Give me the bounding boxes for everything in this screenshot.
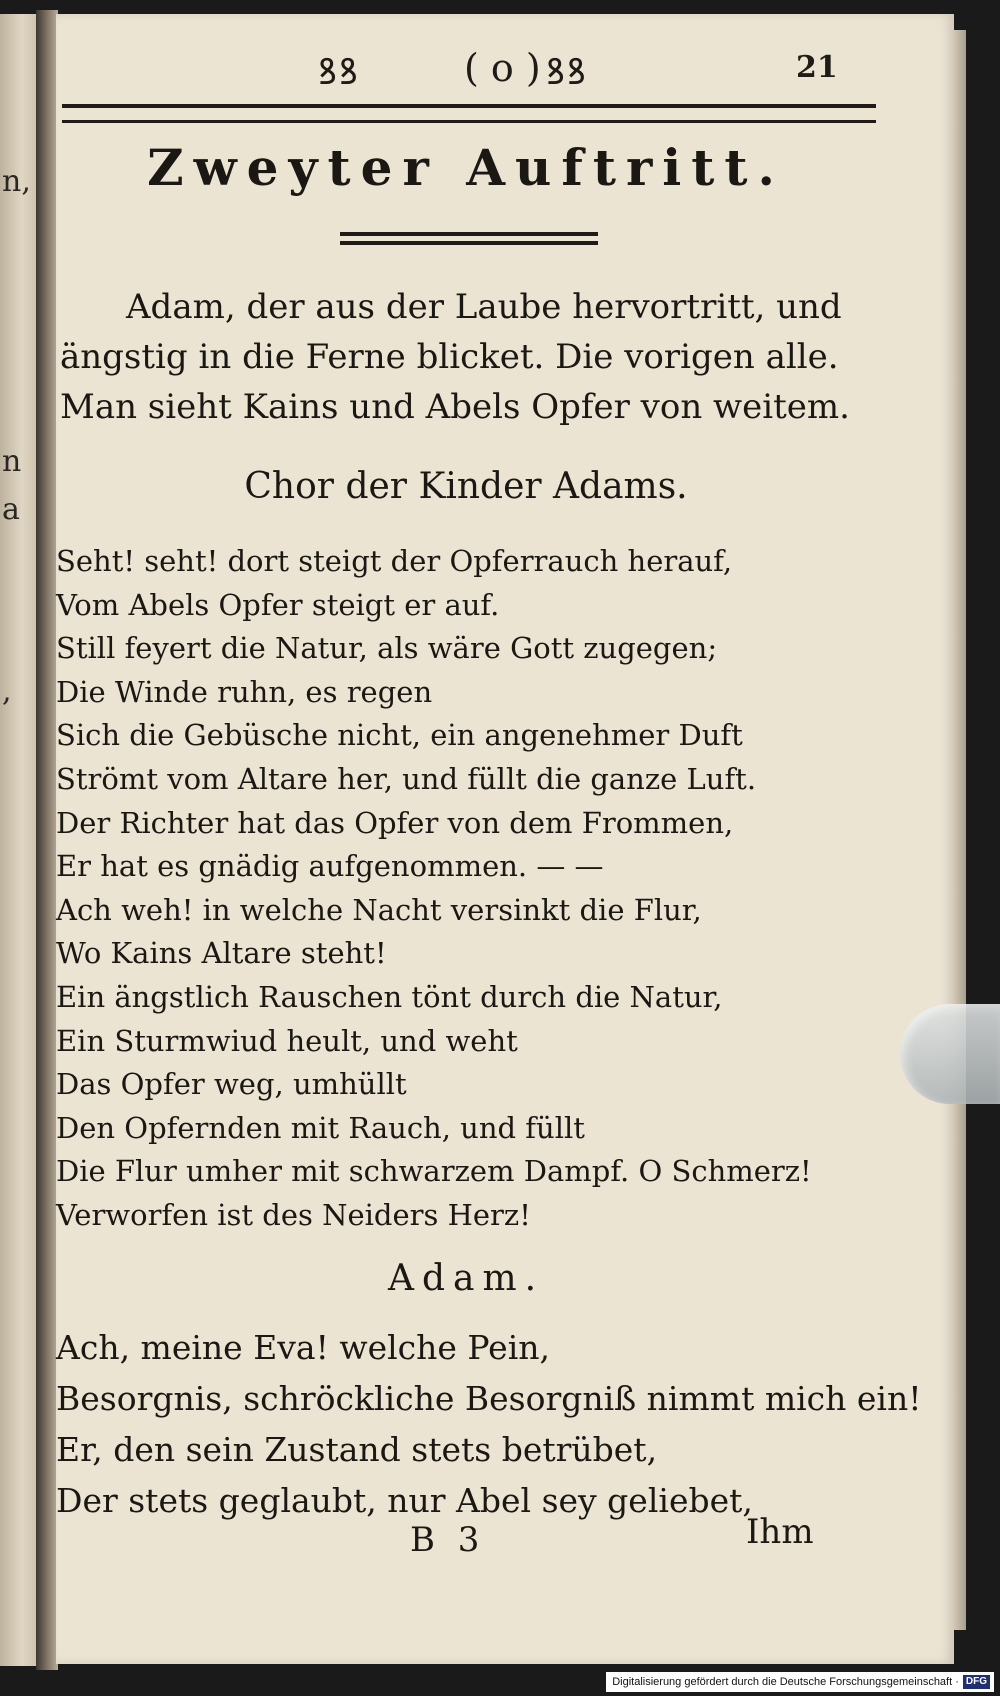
verse-line: Ein Sturmwiud heult, und weht bbox=[56, 1023, 518, 1058]
credit-text: Digitalisierung gefördert durch die Deutsche Forschungsgemeinschaft · bbox=[612, 1676, 959, 1688]
digitization-credit bbox=[606, 1672, 994, 1692]
verse-line: Er hat es gnädig aufgenommen. — — bbox=[56, 849, 604, 884]
page-number: 21 bbox=[796, 50, 838, 85]
signature-mark: B 3 bbox=[410, 1520, 486, 1560]
left-page-edge bbox=[0, 14, 36, 1666]
speaker-heading-adam: Adam. bbox=[387, 1258, 545, 1299]
chor-verse bbox=[56, 540, 896, 1238]
verse-line: Strömt vom Altare her, und füllt die ganze Luft. bbox=[56, 761, 757, 796]
page-edge-shadow bbox=[952, 30, 966, 1630]
book-gutter bbox=[36, 10, 58, 1670]
verse-line: Das Opfer weg, umhüllt bbox=[56, 1067, 407, 1102]
stage-direction bbox=[60, 282, 876, 432]
verse-line: Ach weh! in welche Nacht versinkt die Flur, bbox=[56, 892, 702, 927]
verse-line: Seht! seht! dort steigt der Opferrauch herauf, bbox=[56, 544, 733, 578]
verse-line: Der Richter hat das Opfer von dem Frommen, bbox=[56, 805, 734, 840]
running-head-center: ( o ) bbox=[464, 46, 541, 90]
verse-line: Den Opfernden mit Rauch, und füllt bbox=[56, 1110, 585, 1145]
ornament-right: ꝸꝸ bbox=[546, 52, 588, 93]
verse-line: Besorgnis, schröckliche Besorgniß nimmt mich ein! bbox=[56, 1379, 922, 1418]
ornament-left: ꝸꝸ bbox=[318, 52, 360, 93]
verse-line: Die Flur umher mit schwarzem Dampf. O Schmerz! bbox=[56, 1154, 812, 1189]
header-double-rule bbox=[62, 104, 876, 123]
dfg-logo: DFG bbox=[963, 1675, 990, 1689]
verse-line: Ein ängstlich Rauschen tönt durch die Natur, bbox=[56, 979, 723, 1014]
scene-title: Zweyter Auftritt. bbox=[147, 138, 785, 197]
left-page-fragment: n, bbox=[2, 164, 31, 199]
verse-line: Ach, meine Eva! welche Pein, bbox=[56, 1328, 550, 1367]
stage-direction-line: ängstig in die Ferne blicket. Die vorigen alle. bbox=[60, 337, 839, 377]
verse-line: Der stets geglaubt, nur Abel sey geliebet, bbox=[56, 1481, 753, 1520]
left-page-fragment: a bbox=[2, 492, 20, 527]
left-page-fragment: , bbox=[2, 674, 12, 709]
catchword: Ihm bbox=[746, 1512, 814, 1552]
verse-line: Sich die Gebüsche nicht, ein angenehmer Duft bbox=[56, 718, 743, 753]
verse-line: Still feyert die Natur, als wäre Gott zugegen; bbox=[56, 631, 718, 666]
verse-line: Verworfen ist des Neiders Herz! bbox=[56, 1197, 531, 1232]
verse-line: Wo Kains Altare steht! bbox=[56, 936, 387, 971]
stage-direction-line: Man sieht Kains und Abels Opfer von weitem. bbox=[60, 387, 850, 427]
verse-line: Die Winde ruhn, es regen bbox=[56, 674, 433, 709]
verse-line: Vom Abels Opfer steigt er auf. bbox=[56, 587, 500, 622]
stage-direction-line: Adam, der aus der Laube hervortritt, und bbox=[126, 287, 842, 327]
left-page-fragment: n bbox=[2, 444, 22, 479]
glass-weight-clip bbox=[900, 1004, 1000, 1104]
running-head bbox=[56, 46, 954, 96]
verse-line: Er, den sein Zustand stets betrübet, bbox=[56, 1430, 658, 1469]
adam-verse bbox=[56, 1322, 922, 1526]
speaker-heading-chor: Chor der Kinder Adams. bbox=[244, 466, 688, 507]
title-rule bbox=[340, 232, 598, 236]
